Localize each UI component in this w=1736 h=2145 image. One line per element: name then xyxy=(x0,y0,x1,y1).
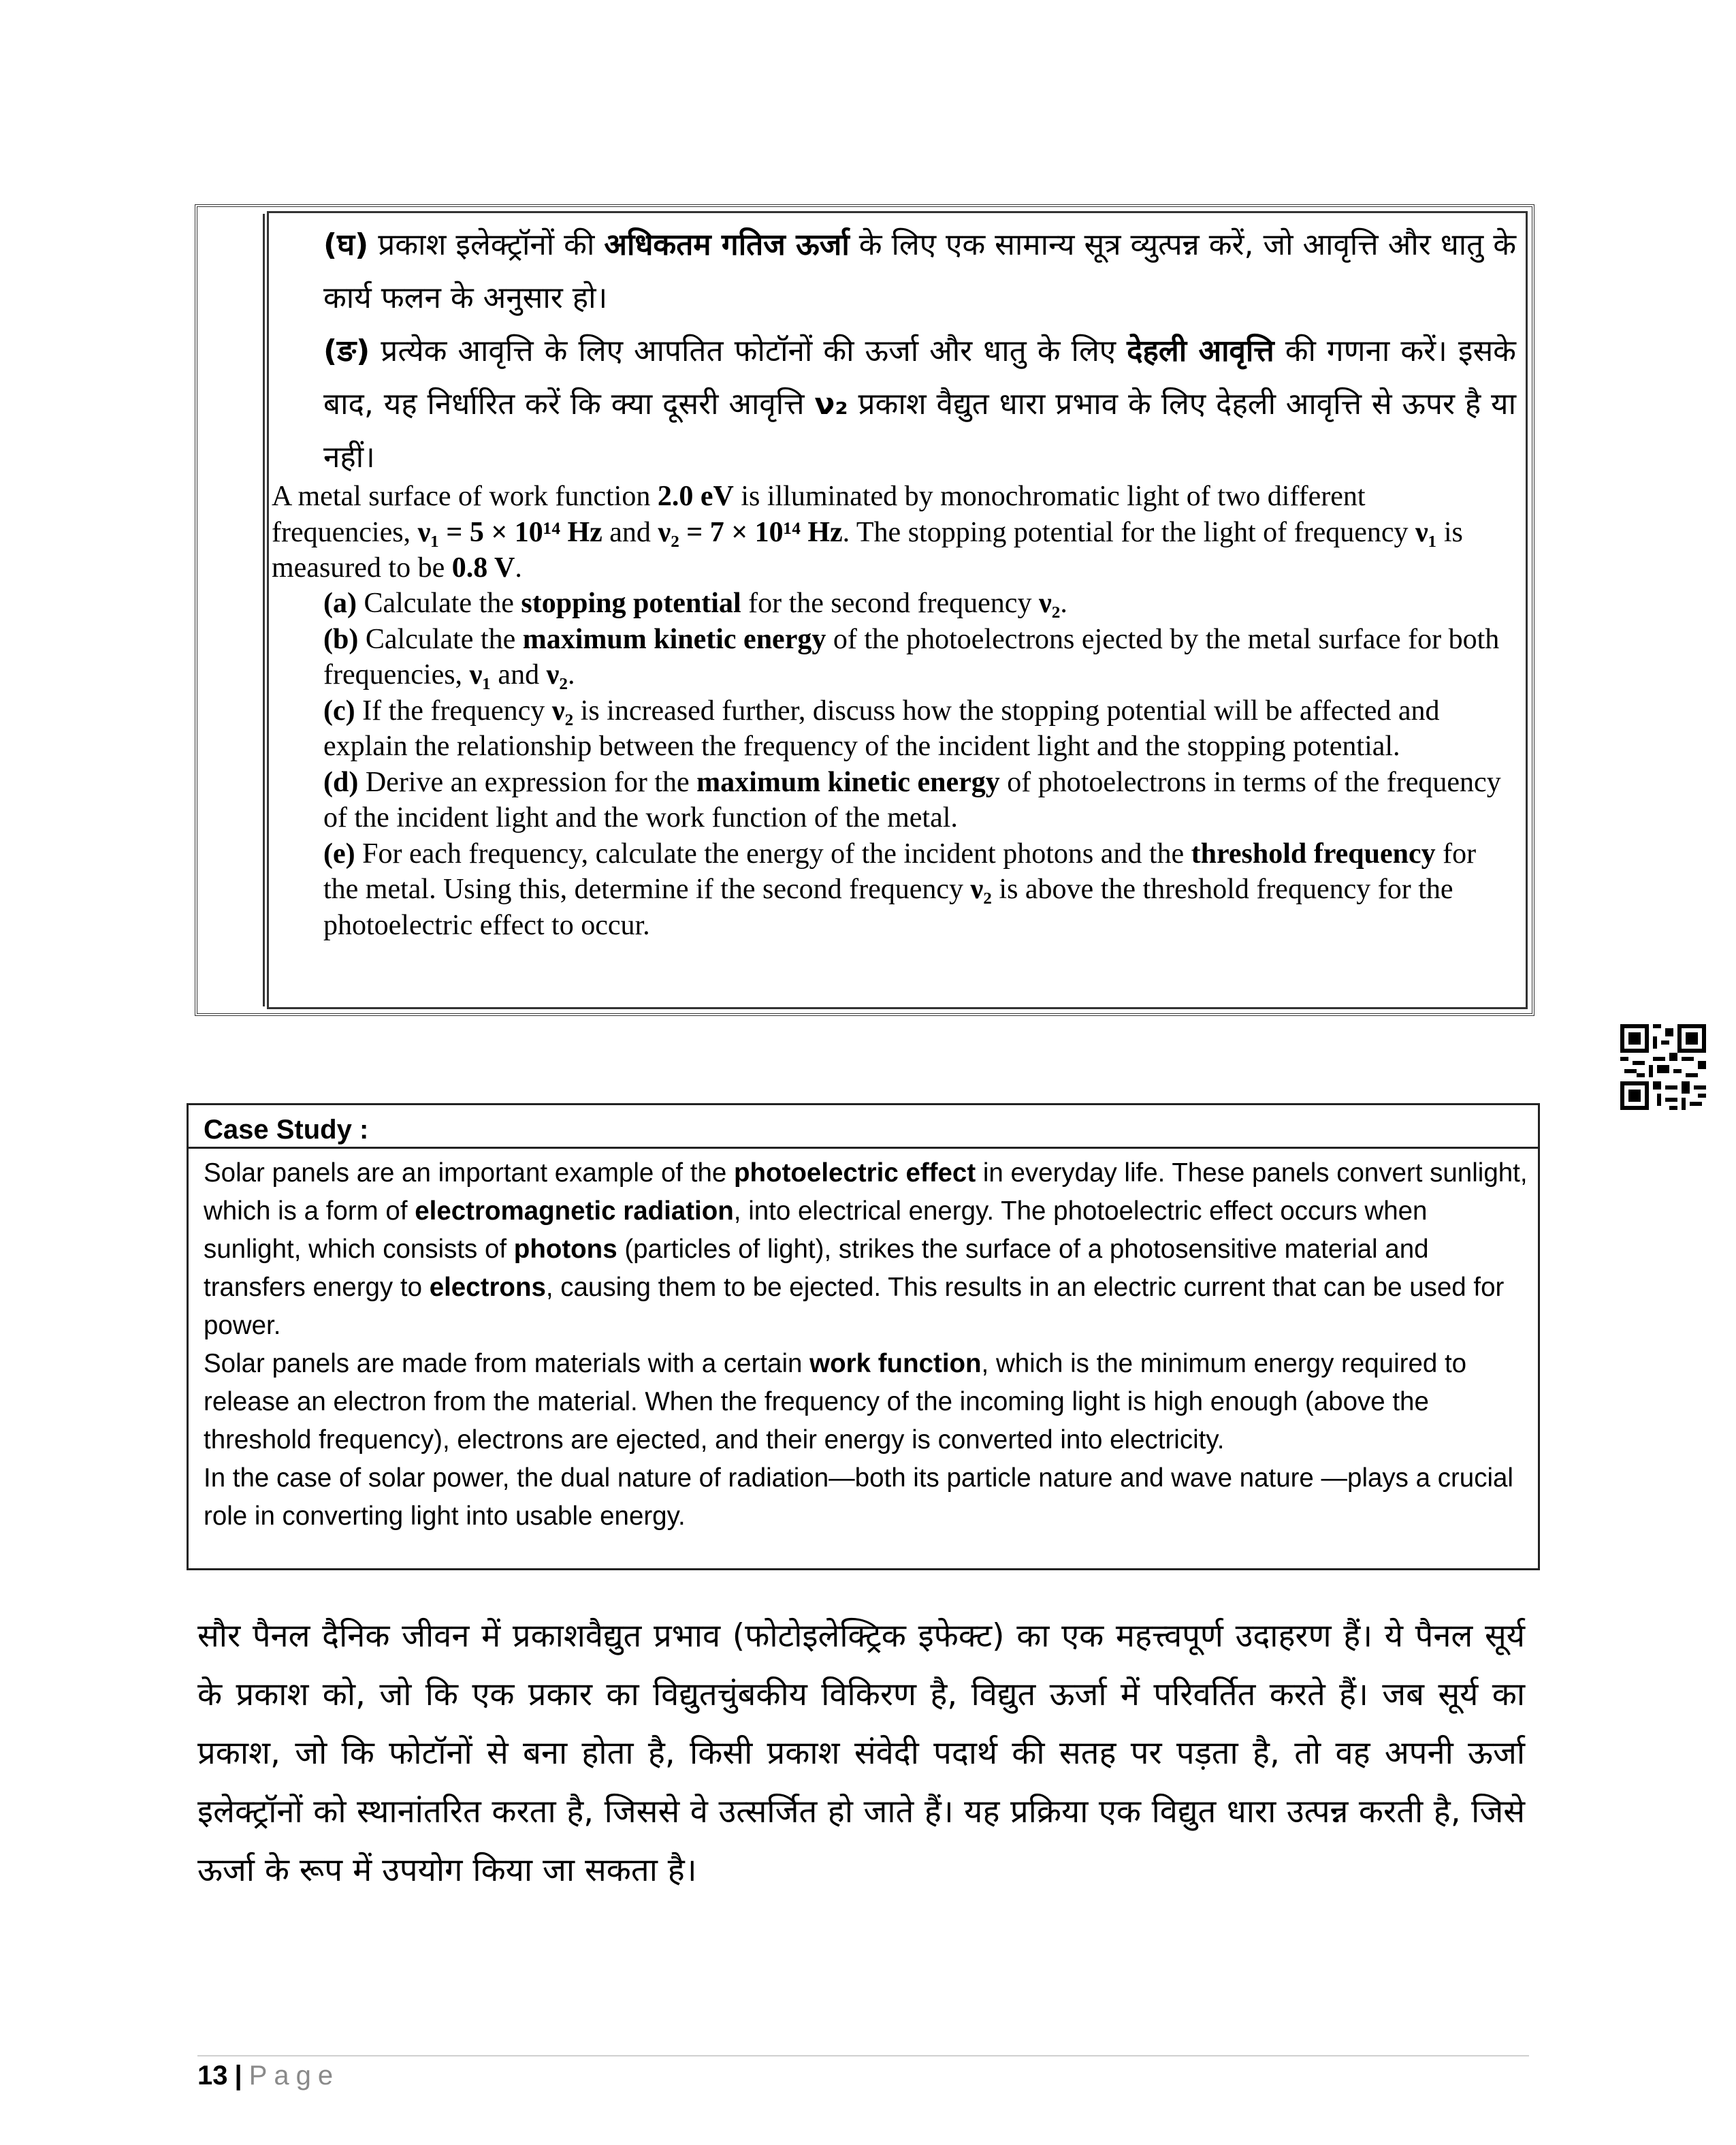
hindi-question-parts xyxy=(323,219,1516,484)
hindi-case-study-paragraph: सौर पैनल दैनिक जीवन में प्रकाशवैद्युत प्रभाव (फोटोइलेक्ट्रिक इफेक्ट) का एक महत्त्वपूर्ण उदाहरण हैं। ये पैनल सूर्य के प्रकाश को, जो कि एक प्रकार का विद्युतचुंबकीय विकिरण है, विद्युत ऊर्जा में परिवर्तित करते हैं। जब सूर्य का प्रकाश, जो कि फोटॉनों से बना होता है, किसी प्रकाश संवेदी पदार्थ की सतह पर पड़ता है, तो वह अपनी ऊर्जा इलेक्ट्रॉनों को स्थानांतरित करता है, जिससे वे उत्सर्जित हो जाते हैं। यह प्रक्रिया एक विद्युत धारा उत्पन्न करती है, जिसे ऊर्जा के रूप में उपयोग किया जा सकता है। xyxy=(197,1617,1525,1889)
question-parts-list xyxy=(323,586,1512,943)
question-number-column xyxy=(204,214,265,1006)
case-study-body xyxy=(189,1149,1538,1536)
case-study-heading: Case Study : xyxy=(189,1105,1538,1149)
footer-divider xyxy=(197,2055,1529,2056)
part-d: (d) Derive an expression for the maximum kinetic energy of photoelectrons in terms of the frequency of the incident light and the work function of the metal. xyxy=(323,766,1501,833)
question-table xyxy=(195,204,1534,1016)
case-study-paragraph: In the case of solar power, the dual nature of radiation—both its particle nature and wave nature —plays a crucial role in converting light into usable energy. xyxy=(204,1463,1513,1531)
case-study-paragraph: Solar panels are an important example of the photoelectric effect in everyday life. These panels convert sunlight, which is a form of electromagnetic radiation, into electrical energy. The photoelectric effect occurs when sunlight, which consists of photons (particles of light), strikes the surface of a photosensitive material and transfers energy to electrons, causing them to be ejected. This results in an electric current that can be used for power. xyxy=(204,1158,1528,1340)
page-label: Page xyxy=(248,2061,340,2091)
footer-separator: | xyxy=(234,2061,242,2091)
part-b: (b) Calculate the maximum kinetic energy of the photoelectrons ejected by the metal surface for both frequencies, ν₁ and ν₂. xyxy=(323,623,1500,690)
part-e: (e) For each frequency, calculate the energy of the incident photons and the threshold frequency for the metal. Using this, determine if the second frequency ν₂ is above the threshold frequency for the photoelectric effect to occur. xyxy=(323,838,1477,941)
part-c: (c) If the frequency ν₂ is increased further, discuss how the stopping potential will be affected and explain the relationship between the frequency of the incident light and the stopping potential. xyxy=(323,695,1440,762)
question-cell xyxy=(267,211,1528,1009)
qr-code-icon[interactable] xyxy=(1620,1024,1706,1110)
page-number: 13 xyxy=(197,2061,228,2091)
question-intro: A metal surface of work function 2.0 eV is illuminated by monochromatic light of two different frequencies, ν₁ = 5 × 10¹⁴ Hz and ν₂ = 7 × 10¹⁴ Hz. The stopping potential for the light of frequency ν₁ is measured to be 0.8 V. xyxy=(272,481,1463,584)
page-footer xyxy=(197,2061,340,2091)
hindi-part-e: (ङ) प्रत्येक आवृत्ति के लिए आपतित फोटॉनों की ऊर्जा और धातु के लिए देहली आवृत्ति की गणना करें। इसके बाद, यह निर्धारित करें कि क्या दूसरी आवृत्ति ν₂ प्रकाश वैद्युत धारा प्रभाव के लिए देहली आवृत्ति से ऊपर है या नहीं। xyxy=(323,334,1516,475)
case-study-box xyxy=(187,1103,1540,1570)
hindi-part-d: (घ) प्रकाश इलेक्ट्रॉनों की अधिकतम गतिज ऊर्जा के लिए एक सामान्य सूत्र व्युत्पन्न करें, जो आवृत्ति और धातु के कार्य फलन के अनुसार हो। xyxy=(323,227,1517,315)
case-study-paragraph: Solar panels are made from materials with a certain work function, which is the minimum energy required to release an electron from the material. When the frequency of the incoming light is high enough (above the threshold frequency), electrons are ejected, and their energy is converted into electricity. xyxy=(204,1349,1467,1455)
part-a: (a) Calculate the stopping potential for the second frequency ν₂. xyxy=(323,588,1067,619)
